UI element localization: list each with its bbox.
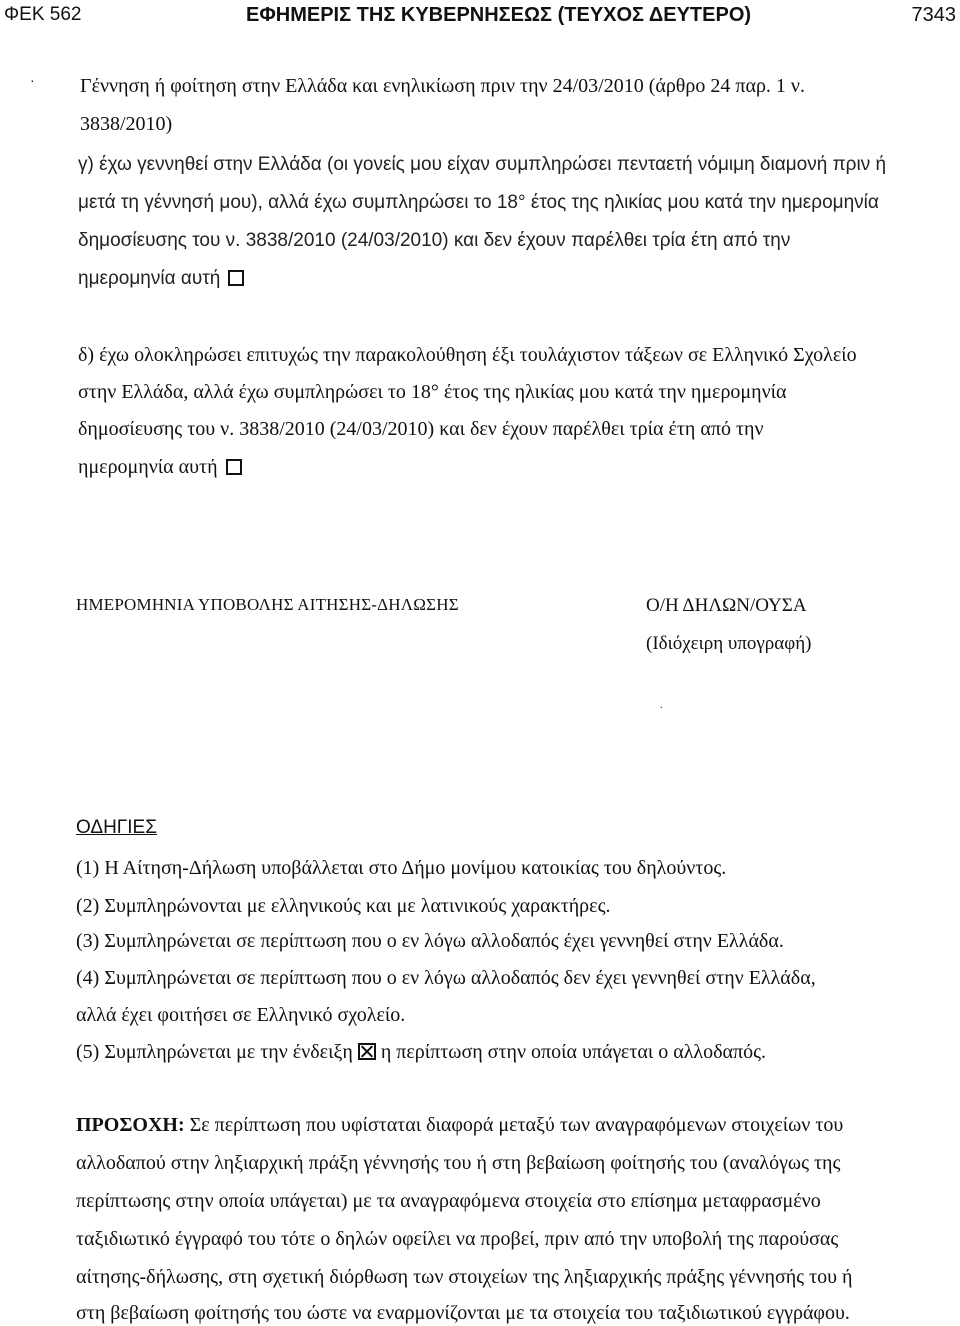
instruction-item-5 — [76, 1040, 766, 1064]
attention-line1-text: Σε περίπτωση που υφίσταται διαφορά μεταξύ των αναγραφόμενων στοιχείων του — [184, 1114, 844, 1136]
gazette-title: ΕΦΗΜΕΡΙΣ ΤΗΣ ΚΥΒΕΡΝΗΣΕΩΣ (ΤΕΥΧΟΣ ΔΕΥΤΕΡΟ) — [246, 4, 752, 26]
declarant-label: Ο/Η ΔΗΛΩΝ/ΟΥΣΑ — [646, 595, 807, 616]
option-c-line4-row — [78, 267, 244, 291]
checked-box-icon — [358, 1043, 376, 1060]
instruction-item-5-before: (5) Συμπληρώνεται με την ένδειξη — [76, 1041, 353, 1063]
instruction-item-5-after: η περίπτωση στην οποία υπάγεται ο αλλοδαπός. — [380, 1041, 767, 1063]
option-c-line1: γ) έχω γεννηθεί στην Ελλάδα (οι γονείς μου είχαν συμπληρώσει πενταετή νόμιμη διαμονή πριν ή — [78, 154, 887, 175]
stray-mark: . — [660, 700, 663, 711]
instruction-item-4-cont: αλλά έχει φοιτήσει σε Ελληνικό σχολείο. — [76, 1004, 406, 1026]
page-number: 7343 — [911, 4, 956, 26]
attention-line1 — [76, 1113, 843, 1137]
option-d-line3: δημοσίευσης του ν. 3838/2010 (24/03/2010) και δεν έχουν παρέλθει τρία έτη από την — [78, 418, 764, 440]
attention-line6: στη βεβαίωση φοίτησής του ώστε να εναρμονίζονται με τα στοιχεία του ταξιδιωτικού εγγράφου. — [76, 1302, 850, 1324]
gazette-issue-number: ΦΕΚ 562 — [4, 4, 82, 25]
stray-mark: · — [30, 72, 35, 88]
attention-label: ΠΡΟΣΟΧΗ: — [76, 1114, 185, 1136]
option-d-line1: δ) έχω ολοκληρώσει επιτυχώς την παρακολούθηση έξι τουλάχιστον τάξεων σε Ελληνικό Σχολείο — [78, 344, 857, 366]
submission-date-label: ΗΜΕΡΟΜΗΝΙΑ ΥΠΟΒΟΛΗΣ ΑΙΤΗΣΗΣ-ΔΗΛΩΣΗΣ — [76, 595, 459, 614]
option-d-line4-row — [78, 455, 242, 479]
section-heading-line1: Γέννηση ή φοίτηση στην Ελλάδα και ενηλικίωση πριν την 24/03/2010 (άρθρο 24 παρ. 1 ν. — [80, 75, 805, 97]
option-d-line4: ημερομηνία αυτή — [78, 456, 218, 478]
option-c-checkbox[interactable] — [228, 270, 244, 286]
option-d-line2: στην Ελλάδα, αλλά έχω συμπληρώσει το 18° έτος της ηλικίας μου κατά την ημερομηνία — [78, 381, 787, 403]
option-c-line4: ημερομηνία αυτή — [78, 268, 221, 289]
attention-line3: περίπτωσης στην οποία υπάγεται) με τα αναγραφόμενα στοιχεία στο επίσημα μεταφρασμένο — [76, 1190, 821, 1212]
option-d-checkbox[interactable] — [226, 459, 242, 475]
attention-line2: αλλοδαπού στην ληξιαρχική πράξη γέννησής του ή στη βεβαίωση φοίτησής του (αναλόγως της — [76, 1152, 841, 1174]
instructions-title: ΟΔΗΓΙΕΣ — [76, 817, 157, 838]
instruction-item-4: (4) Συμπληρώνεται σε περίπτωση που ο εν λόγω αλλοδαπός δεν έχει γεννηθεί στην Ελλάδα, — [76, 967, 816, 989]
instruction-item-3: (3) Συμπληρώνεται σε περίπτωση που ο εν λόγω αλλοδαπός έχει γεννηθεί στην Ελλάδα. — [76, 930, 784, 952]
signature-note: (Ιδιόχειρη υπογραφή) — [646, 633, 812, 654]
attention-line5: αίτησης-δήλωσης, στη σχετική διόρθωση των στοιχείων της ληξιαρχικής πράξης γέννησής του ή — [76, 1266, 853, 1288]
attention-line4: ταξιδιωτικό έγγραφό του τότε ο δηλών οφείλει να προβεί, πριν από την υποβολή της παρούσας — [76, 1228, 839, 1250]
instruction-item-1: (1) Η Αίτηση-Δήλωση υποβάλλεται στο Δήμο μονίμου κατοικίας του δηλούντος. — [76, 857, 727, 879]
section-heading-line2: 3838/2010) — [80, 113, 173, 135]
option-c-line3: δημοσίευσης του ν. 3838/2010 (24/03/2010) και δεν έχουν παρέλθει τρία έτη από την — [78, 230, 791, 251]
page-header — [0, 4, 960, 34]
option-c-line2: μετά τη γέννησή μου), αλλά έχω συμπληρώσει το 18° έτος της ηλικίας μου κατά την ημερομηνία — [78, 192, 879, 213]
instruction-item-2: (2) Συμπληρώνονται με ελληνικούς και με λατινικούς χαρακτήρες. — [76, 895, 611, 917]
